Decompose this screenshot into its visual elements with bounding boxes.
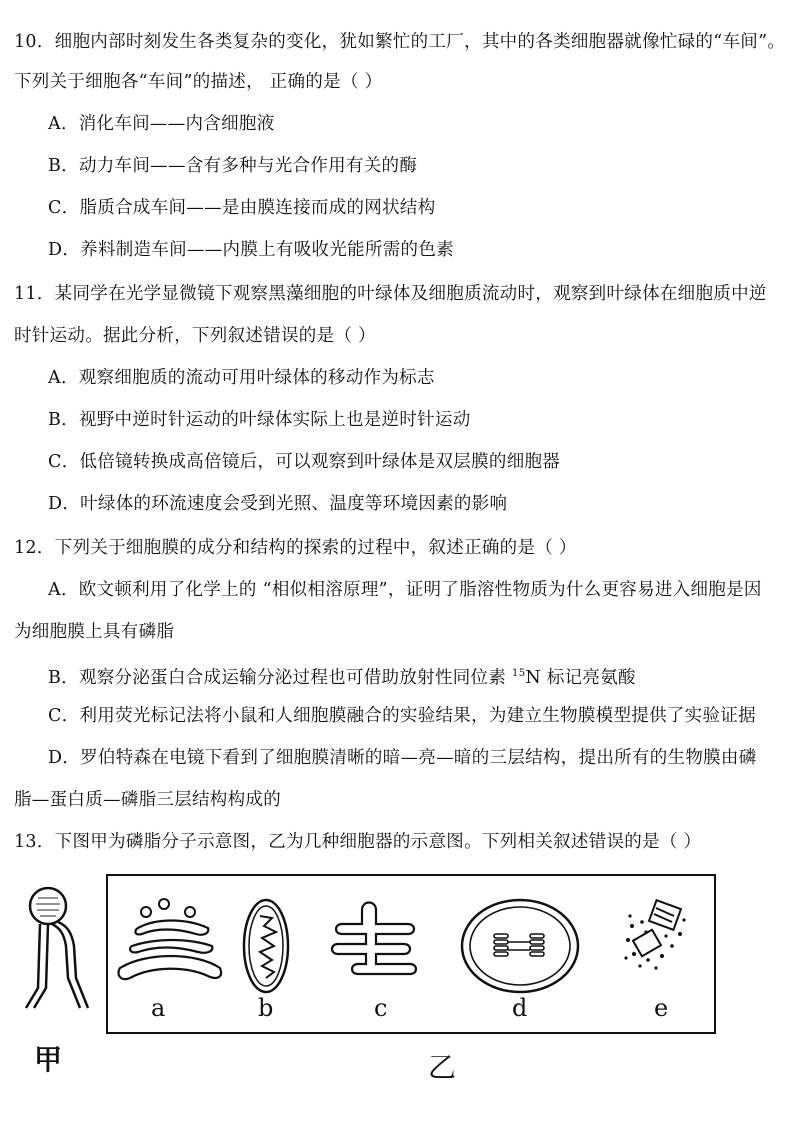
q11-stem-line2: 时针运动。据此分析，下列叙述错误的是（ ） (14, 326, 376, 346)
chloroplast-icon (458, 890, 588, 1000)
q12-option-d-line2: 脂—蛋白质—磷脂三层结构构成的 (14, 790, 281, 810)
label-b: b (258, 994, 274, 1022)
q12-option-c: C．利用荧光标记法将小鼠和人细胞膜融合的实验结果，为建立生物膜模型提供了实验证据 (48, 706, 756, 726)
q11-option-c: C．低倍镜转换成高倍镜后，可以观察到叶绿体是双层膜的细胞器 (48, 452, 561, 472)
q12-option-d-line1: D．罗伯特森在电镜下看到了细胞膜清晰的暗—亮—暗的三层结构，提出所有的生物膜由磷 (48, 748, 757, 768)
caption-yi: 乙 (428, 1051, 457, 1084)
q10-option-a: A．消化车间——内含细胞液 (48, 114, 275, 134)
q12-option-b-isotope-mass: 15 (512, 668, 526, 679)
q12-option-b (48, 662, 636, 690)
golgi-apparatus-icon (116, 894, 226, 1004)
label-e: e (654, 994, 669, 1022)
q13-stem: 13．下图甲为磷脂分子示意图，乙为几种细胞器的示意图。下列相关叙述错误的是（ ） (14, 832, 702, 852)
q11-option-b: B．视野中逆时针运动的叶绿体实际上也是逆时针运动 (48, 410, 471, 430)
mitochondrion-icon (236, 894, 296, 1004)
q12-stem: 12．下列关于细胞膜的成分和结构的探索的过程中，叙述正确的是（ ） (14, 538, 577, 558)
q12-option-a-line1: A．欧文顿利用了化学上的 “相似相溶原理”，证明了脂溶性物质为什么更容易进入细胞是因 (48, 580, 762, 600)
q12-option-b-text-end: N 标记亮氨酸 (525, 667, 636, 688)
phospholipid-diagram (14, 868, 104, 1018)
label-a: a (151, 994, 166, 1022)
label-c: c (374, 994, 388, 1022)
label-d: d (512, 994, 528, 1022)
q12-option-a-line2: 为细胞膜上具有磷脂 (14, 622, 175, 642)
endoplasmic-reticulum-icon (328, 894, 418, 1004)
centrosome-icon (622, 896, 702, 1006)
caption-jia: 甲 (34, 1043, 63, 1076)
organelle-frame (106, 874, 716, 1034)
q11-option-a: A．观察细胞质的流动可用叶绿体的移动作为标志 (48, 368, 435, 388)
q11-stem-line1: 11．某同学在光学显微镜下观察黑藻细胞的叶绿体及细胞质流动时，观察到叶绿体在细胞质中逆 (14, 284, 767, 304)
q12-option-b-text: B．观察分泌蛋白合成运输分泌过程也可借助放射性同位素 (48, 667, 513, 688)
q10-option-b: B．动力车间——含有多种与光合作用有关的酶 (48, 156, 418, 176)
q10-stem-line2: 下列关于细胞各“车间”的描述， 正确的是（ ） (14, 72, 383, 92)
q10-option-d: D．养料制造车间——内膜上有吸收光能所需的色素 (48, 240, 454, 260)
q10-stem-line1: 10．细胞内部时刻发生各类复杂的变化，犹如繁忙的工厂，其中的各类细胞器就像忙碌的“车间”。 (14, 32, 786, 52)
q13-figure (0, 868, 800, 1130)
q11-option-d: D．叶绿体的环流速度会受到光照、温度等环境因素的影响 (48, 494, 508, 514)
q10-option-c: C．脂质合成车间——是由膜连接而成的网状结构 (48, 198, 436, 218)
